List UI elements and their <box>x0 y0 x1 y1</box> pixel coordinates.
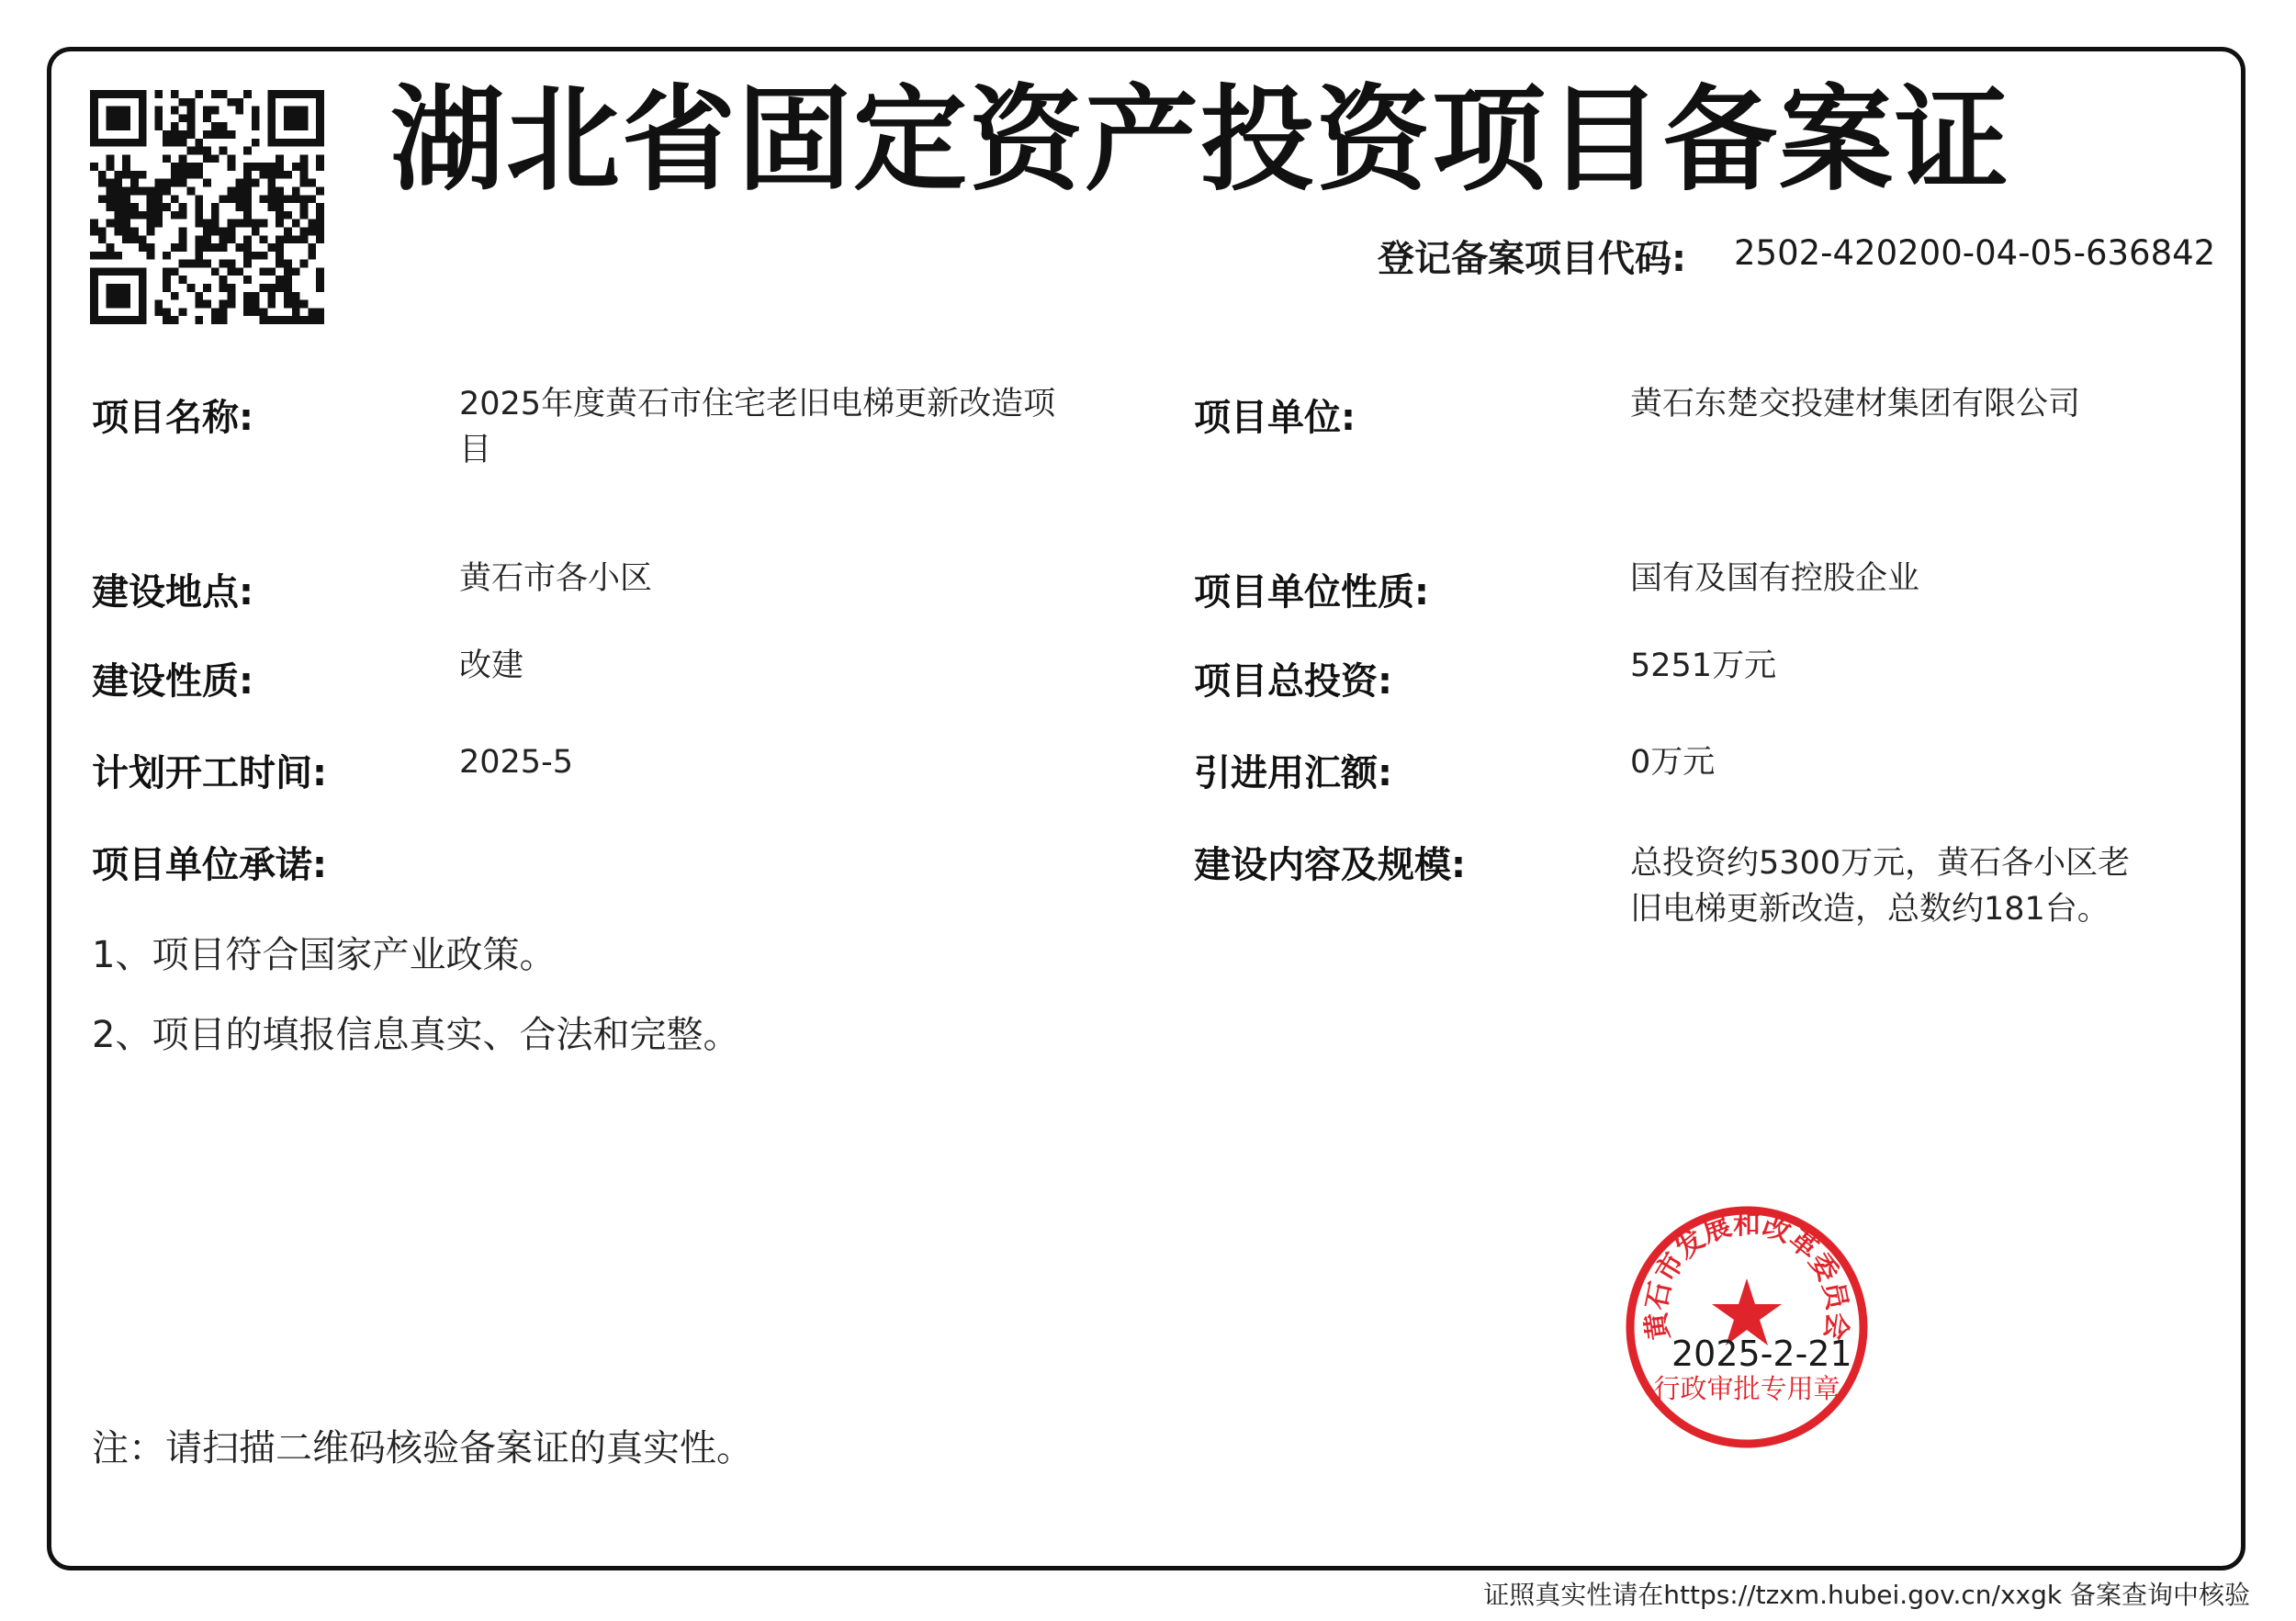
project-name-label: 项目名称: <box>92 397 253 439</box>
location-value: 黄石市各小区 <box>459 560 653 597</box>
qr-code[interactable] <box>90 90 324 324</box>
footer-verification-url[interactable]: 证照真实性请在https://tzxm.hubei.gov.cn/xxgk 备案查询中核验 <box>1483 1580 2250 1610</box>
construction-nature-label: 建设性质: <box>92 660 253 703</box>
registration-code-label: 登记备案项目代码: <box>1378 238 1686 280</box>
construction-nature-value: 改建 <box>459 647 524 684</box>
start-time-value: 2025-5 <box>459 744 573 781</box>
content-scale-value: 总投资约5300万元，黄石各小区老旧电梯更新改造，总数约181台。 <box>1630 845 2131 928</box>
project-unit-value: 黄石东楚交投建材集团有限公司 <box>1630 386 2081 422</box>
registration-code-value: 2502-420200-04-05-636842 <box>1734 233 2216 273</box>
commitment-label: 项目单位承诺: <box>92 844 327 886</box>
total-investment-label: 项目总投资: <box>1194 660 1392 703</box>
seal-date: 2025-2-21 <box>1671 1334 1852 1374</box>
seal-ring-text: 黄石市发展和改革委员会 <box>1640 1208 1853 1343</box>
document-title: 湖北省固定资产投资项目备案证 <box>390 74 2011 207</box>
content-scale-label: 建设内容及规模: <box>1194 844 1466 886</box>
seal-inner-text: 行政审批专用章 <box>1653 1373 1840 1404</box>
commitment-item-2: 2、项目的填报信息真实、合法和完整。 <box>92 1014 740 1056</box>
unit-nature-label: 项目单位性质: <box>1194 571 1429 614</box>
start-time-label: 计划开工时间: <box>92 752 327 794</box>
location-label: 建设地点: <box>92 571 253 614</box>
commitment-item-1: 1、项目符合国家产业政策。 <box>92 934 557 976</box>
project-unit-label: 项目单位: <box>1194 397 1356 439</box>
project-name-value: 2025年度黄石市住宅老旧电梯更新改造项目 <box>459 386 1056 468</box>
unit-nature-value: 国有及国有控股企业 <box>1630 560 1920 597</box>
certificate-border <box>47 47 2245 1570</box>
official-seal <box>1623 1203 1871 1451</box>
total-investment-value: 5251万元 <box>1630 647 1777 684</box>
foreign-investment-label: 引进用汇额: <box>1194 752 1392 794</box>
verification-note: 注：请扫描二维码核验备案证的真实性。 <box>92 1427 753 1469</box>
foreign-investment-value: 0万元 <box>1630 744 1716 781</box>
